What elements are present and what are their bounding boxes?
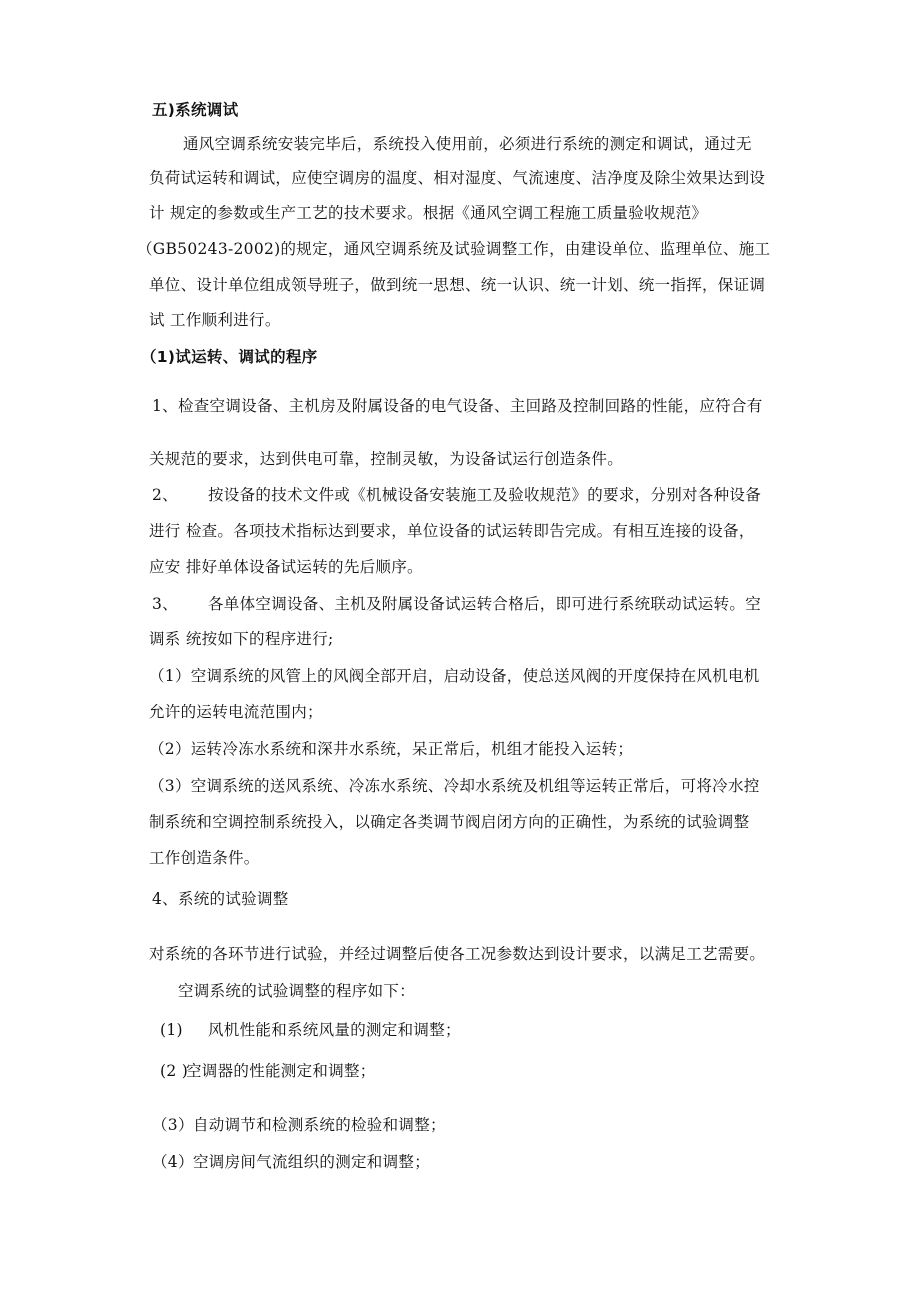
item3-line-1: 各单体空调设备、主机及附属设备试运转合格后，即可进行系统联动试运转。空 [208,595,762,613]
item1-line-2: 关规范的要求，达到供电可靠，控制灵敏，为设备试运行创造条件。 [149,450,624,468]
item3-step1-line-1: （1）空调系统的风管上的风阀全部开启，启动设备，使总送风阀的开度保持在风机电机 [149,667,760,685]
item2-line-1: 按设备的技术文件或《机械设备安装施工及验收规范》的要求，分别对各种设备 [208,486,762,504]
section-heading: 五)系统调试 [152,101,239,119]
item4-body: 对系统的各环节进行试验，并经过调整后使各工况参数达到设计要求，以满足工艺需要。 [149,945,766,963]
item2-number: 2、 [152,486,178,504]
item1-line-1: 1、检查空调设备、主机房及附属设备的电气设备、主回路及控制回路的性能，应符合有 [152,397,763,415]
item4-step4-number: （4） [152,1153,194,1171]
intro-line-4: （GB50243-2002)的规定，通风空调系统及试验调整工作，由建设单位、监理单位、施工 [137,240,771,258]
item4-step3-number: （3） [152,1116,194,1134]
item3-number: 3、 [152,595,178,613]
item4-step2-text: 空调器的性能测定和调整； [186,1062,376,1080]
intro-line-6: 试 工作顺利进行。 [149,311,281,329]
item4-step3-text: 自动调节和检测系统的检验和调整； [193,1116,446,1134]
item3-line-2: 调系 统按如下的程序进行; [149,630,334,648]
item2-line-3: 应安 排好单体设备试运转的先后顺序。 [149,558,423,576]
item4-step1-text: 风机性能和系统风量的测定和调整； [208,1021,461,1039]
subsection-heading: （1)试运转、调试的程序 [141,348,318,366]
item4-procedure-intro: 空调系统的试验调整的程序如下： [178,982,416,1000]
item3-step1-line-2: 允许的运转电流范围内； [149,703,323,721]
item3-step3-line-1: （3）空调系统的送风系统、冷冻水系统、冷却水系统及机组等运转正常后，可将冷水控 [149,777,760,795]
item4-title: 4、系统的试验调整 [152,890,289,908]
item2-line-2: 进行 检查。各项技术指标达到要求，单位设备的试运转即告完成。有相互连接的设备， [149,522,755,540]
intro-line-3: 计 规定的参数或生产工艺的技术要求。根据《通风空调工程施工质量验收规范》 [149,204,708,222]
intro-line-5: 单位、设计单位组成领导班子，做到统一思想、统一认识、统一计划、统一指挥，保证调 [149,276,766,294]
item4-step4-text: 空调房间气流组织的测定和调整； [193,1153,431,1171]
intro-line-2: 负荷试运转和调试，应使空调房的温度、相对湿度、气流速度、洁净度及除尘效果达到设 [149,169,766,187]
item4-step2-number: (2 ) [160,1062,189,1080]
intro-line-1: 通风空调系统安装完毕后，系统投入使用前，必须进行系统的测定和调试，通过无 [183,135,752,153]
item3-step3-line-2: 制系统和空调控制系统投入，以确定各类调节阀启闭方向的正确性，为系统的试验调整 [149,813,750,831]
item3-step2-line-1: （2）运转冷冻水系统和深井水系统，呆正常后，机组才能投入运转； [149,740,634,758]
item4-step1-number: (1) [160,1021,183,1039]
item3-step3-line-3: 工作创造条件。 [149,849,260,867]
